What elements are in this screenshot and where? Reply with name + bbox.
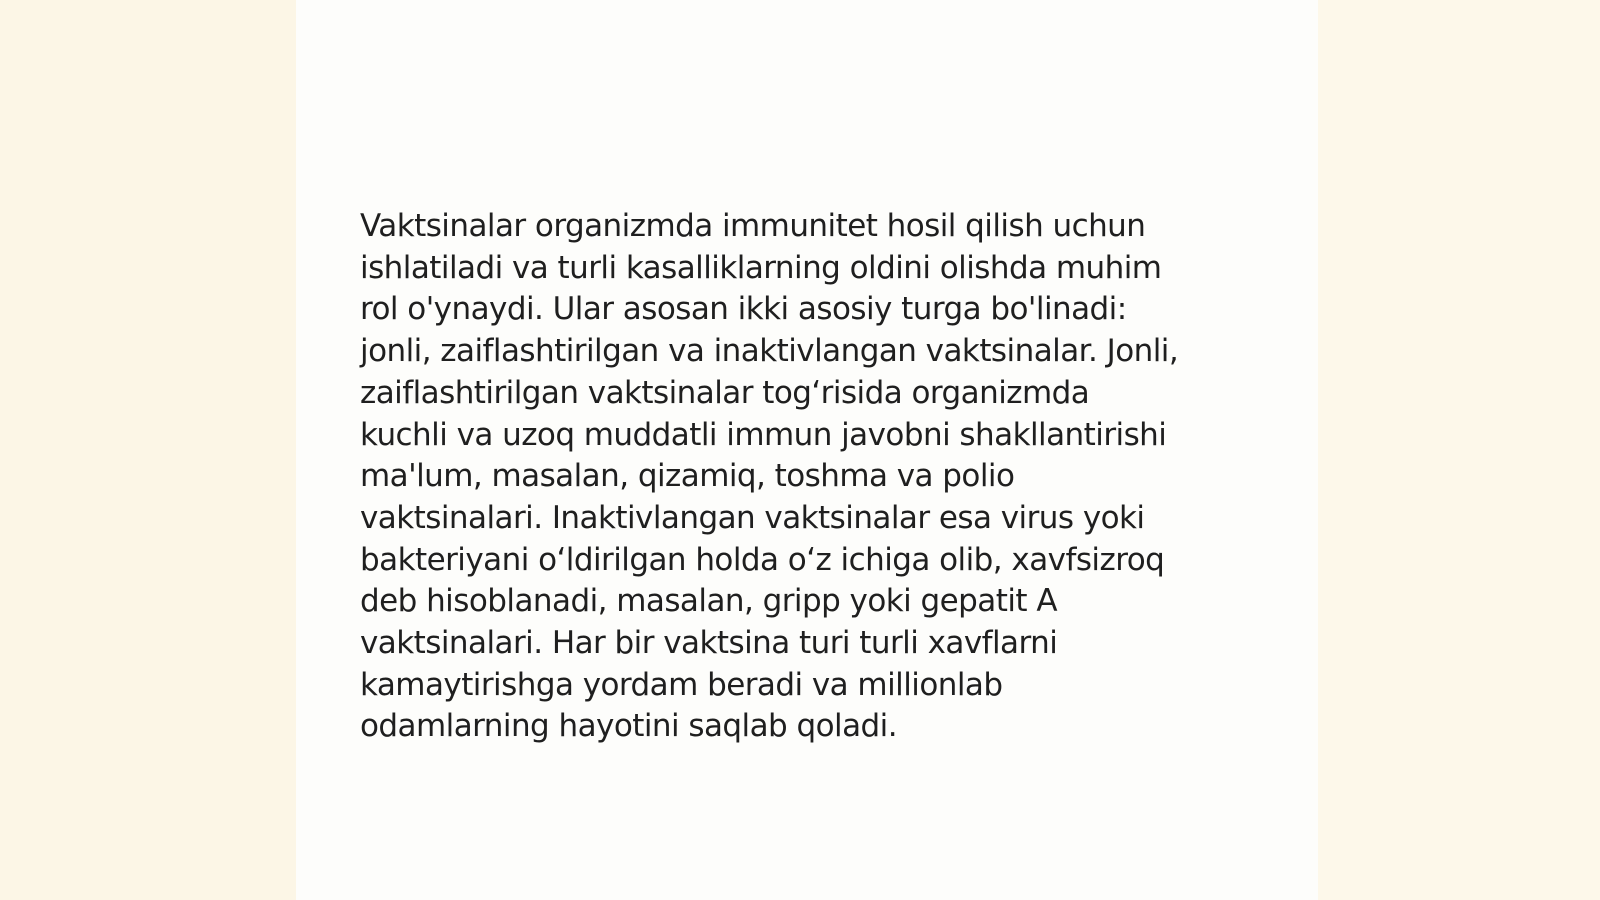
paragraph-line: ishlatiladi va turli kasalliklarning oldini olishda muhim (360, 249, 1162, 286)
paragraph-line: deb hisoblanadi, masalan, gripp yoki gepatit A (360, 583, 1057, 620)
paragraph-line: kuchli va uzoq muddatli immun javobni shakllantirishi (360, 416, 1167, 453)
paragraph-line: vaktsinalari. Inaktivlangan vaktsinalar esa virus yoki (360, 499, 1145, 536)
paragraph-line: jonli, zaiflashtirilgan va inaktivlangan vaktsinalar. Jonli, (360, 333, 1179, 370)
paragraph-line: bakteriyani o‘ldirilgan holda o‘z ichiga olib, xavfsizroq (360, 541, 1165, 578)
document-page (296, 0, 1318, 900)
paragraph-line: rol o'ynaydi. Ular asosan ikki asosiy turga bo'linadi: (360, 291, 1127, 328)
right-margin-background (1318, 0, 1600, 900)
paragraph-line: zaiflashtirilgan vaktsinalar tog‘risida organizmda (360, 374, 1090, 411)
paragraph-line: vaktsinalari. Har bir vaktsina turi turli xavflarni (360, 625, 1058, 662)
left-margin-background (0, 0, 296, 900)
paragraph-line: ma'lum, masalan, qizamiq, toshma va polio (360, 458, 1015, 495)
paragraph-line: kamaytirishga yordam beradi va millionlab (360, 666, 1003, 703)
paragraph-line: Vaktsinalar organizmda immunitet hosil qilish uchun (360, 208, 1146, 244)
paragraph-line: odamlarning hayotini saqlab qoladi. (360, 708, 898, 745)
body-paragraph (360, 206, 1260, 748)
